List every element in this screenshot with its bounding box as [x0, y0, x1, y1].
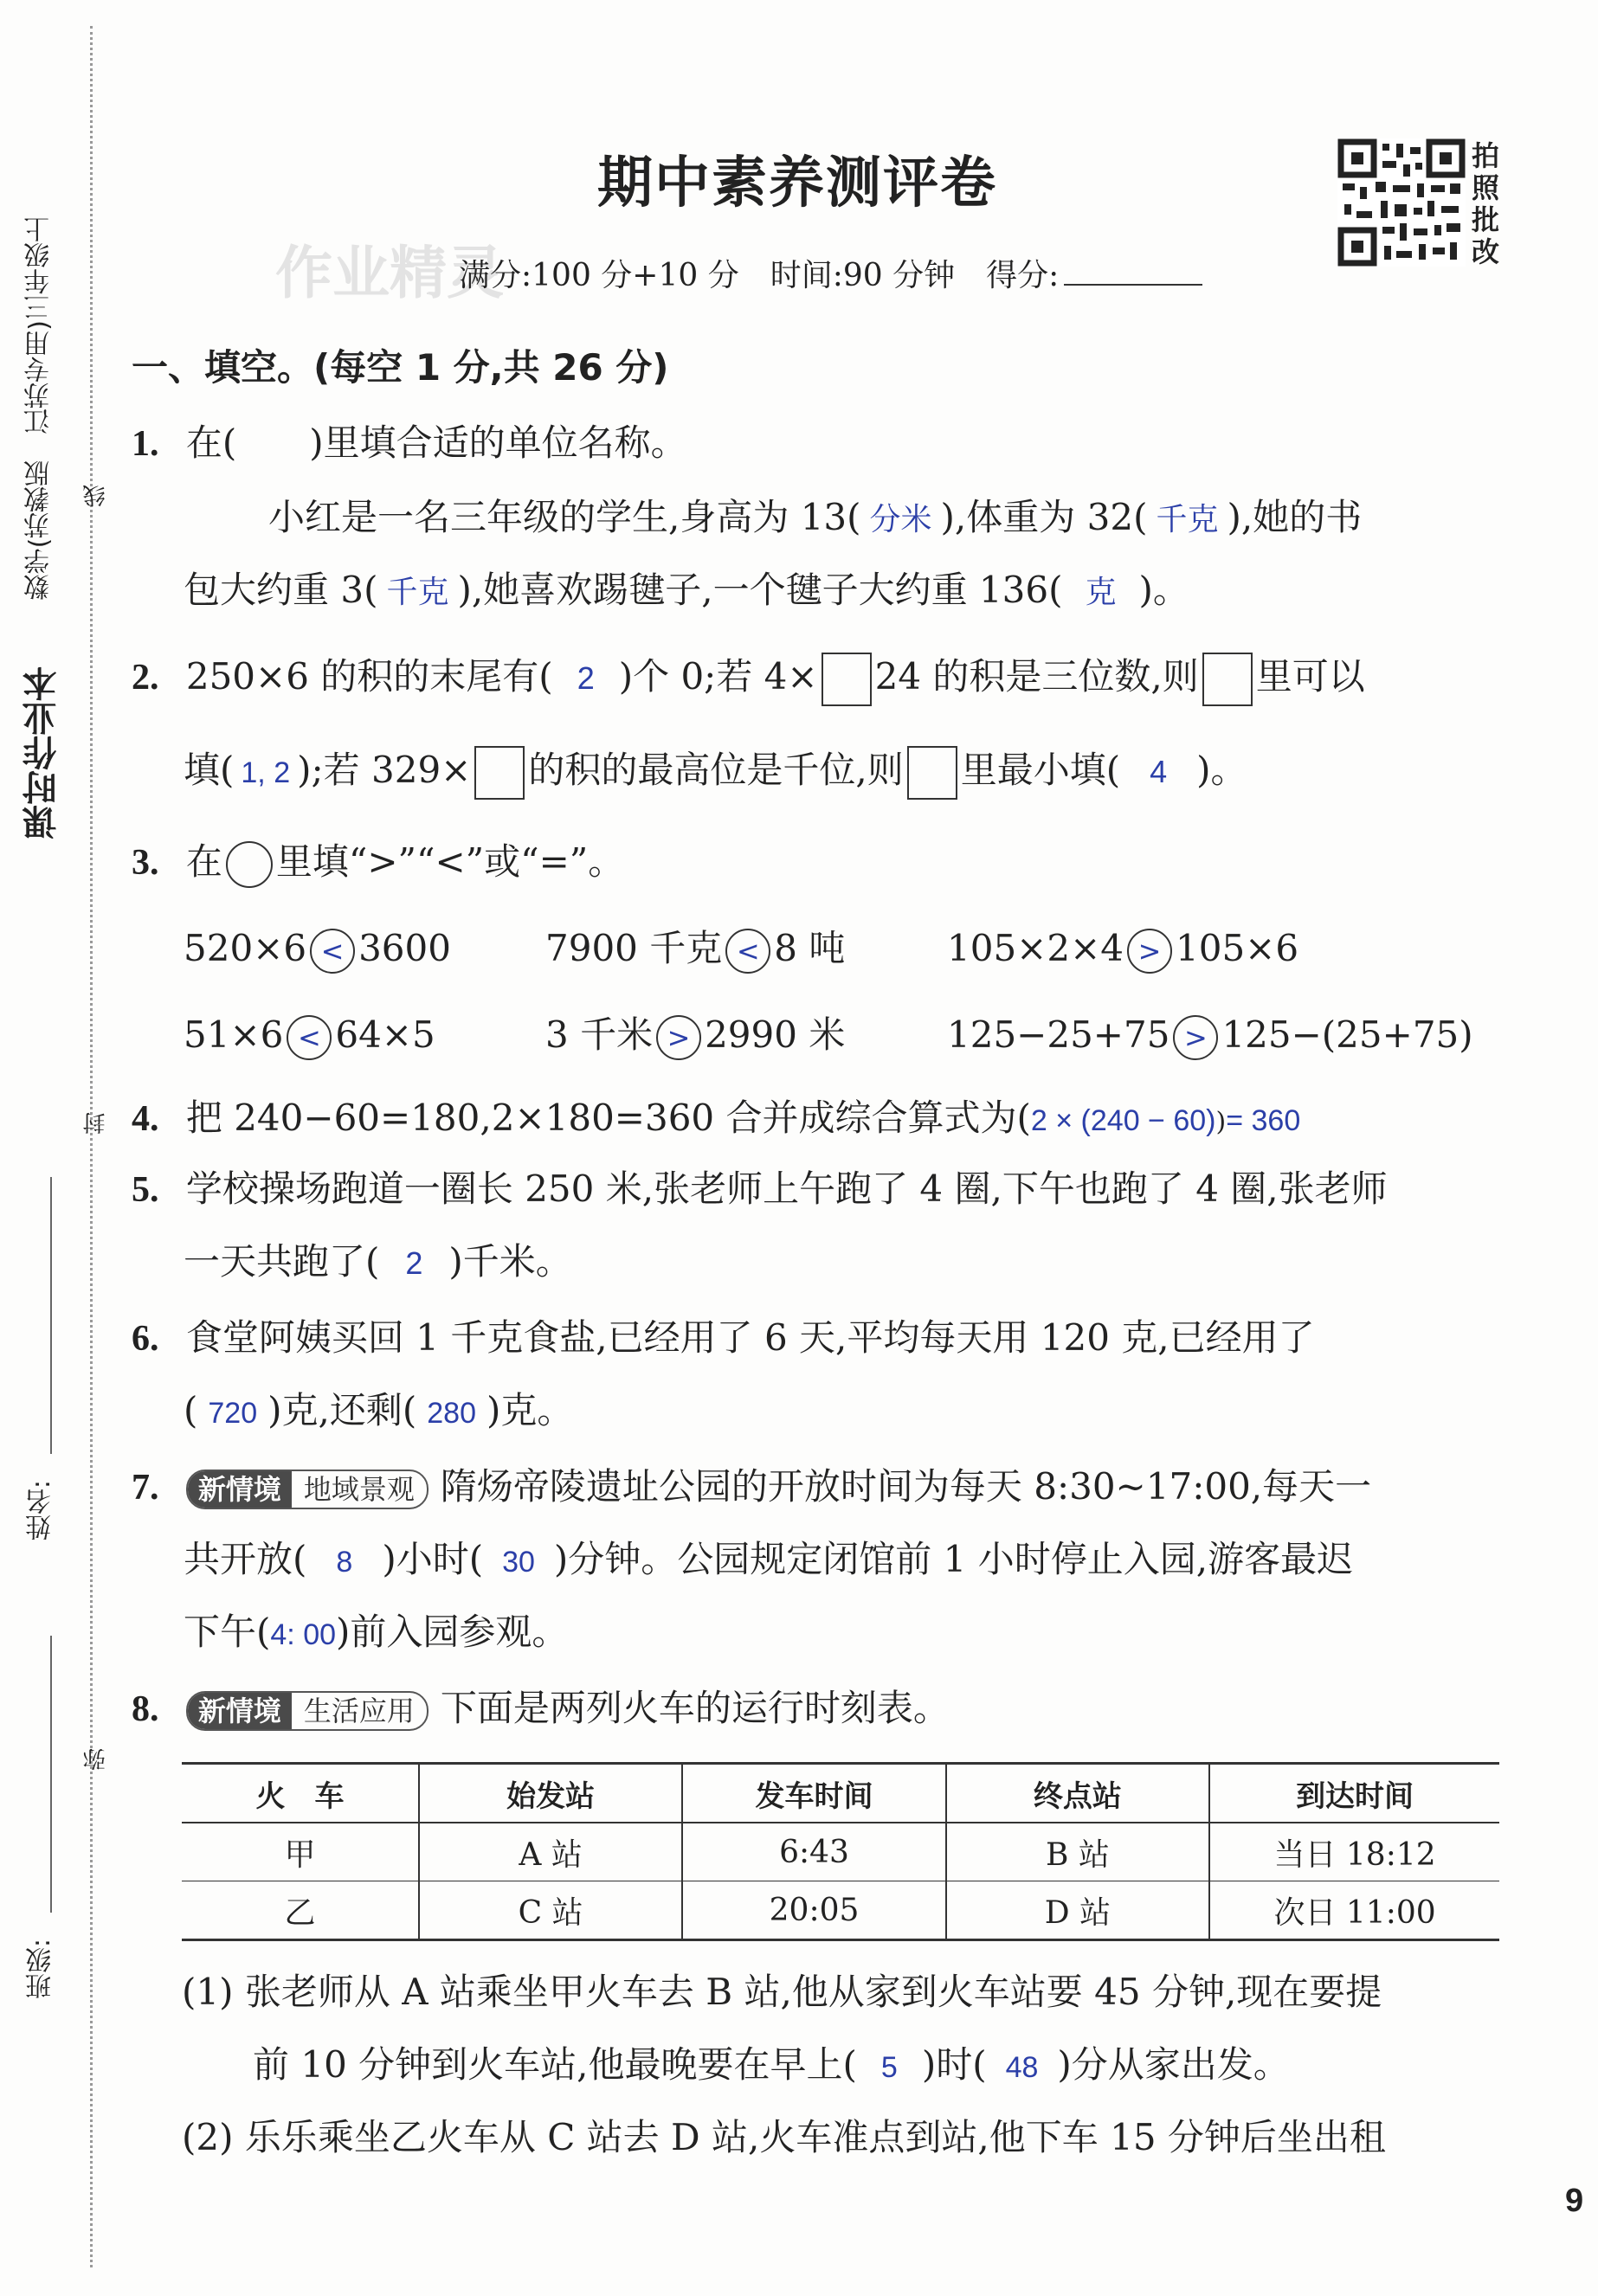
q3-r2c1: [184, 1009, 435, 1061]
q2-line1: [132, 651, 1365, 706]
q2-text3: 24 的积是三位数,则: [874, 655, 1199, 698]
q5-text2: 一天共跑了(: [184, 1240, 380, 1283]
q7-text5: 下午(: [184, 1611, 271, 1653]
th-terminal: 终点站: [946, 1765, 1209, 1823]
q6-text2: (: [184, 1389, 198, 1431]
q3-r1c3-right: 105×6: [1176, 927, 1299, 969]
table-row: [182, 1881, 1499, 1939]
q3-circle: [226, 841, 273, 888]
score-info-text: 满分:100 分+10 分 时间:90 分钟 得分:: [459, 258, 1060, 293]
q8-text1: 下面是两列火车的运行时刻表。: [440, 1687, 950, 1729]
q4-close-paren: ): [1215, 1107, 1227, 1137]
book-title: 课时作业本: [23, 666, 62, 839]
q7-tag-topic: 地域景观: [303, 1473, 415, 1506]
q7-tag-new: 新情境: [188, 1471, 292, 1508]
q1-answer2: 千克: [1156, 501, 1219, 537]
q1-text1: 小红是一名三年级的学生,身高为 13(: [268, 496, 861, 538]
watermark: 作业精灵: [275, 240, 504, 306]
q4-answer2: = 360: [1226, 1104, 1301, 1137]
q8-sub1-text4: )分从家出发。: [1057, 2043, 1290, 2086]
q2-box2: [1202, 653, 1253, 706]
q3-r2c3: [947, 1009, 1473, 1061]
q1-line2: [184, 564, 1189, 618]
q2-line2: [184, 744, 1247, 800]
q3-r2c3-sign: >: [1173, 1015, 1218, 1060]
q7-text6: )前入园参观。: [336, 1611, 569, 1653]
q3-r1c3-left: 105×2×4: [947, 927, 1124, 969]
q1-text3: ),她的书: [1227, 496, 1363, 538]
q8-tag-topic: 生活应用: [303, 1695, 415, 1727]
book-subject: 数学(苏教版 江苏专用)三年级上: [24, 216, 55, 601]
table-row: [182, 1823, 1499, 1881]
q3-r1c1-sign: <: [310, 929, 355, 974]
q4-number: 4.: [132, 1099, 159, 1139]
q2-box3: [474, 746, 525, 800]
q8-sub1-answer1: 5: [880, 2051, 898, 2084]
q1-text2: ),体重为 32(: [940, 496, 1148, 538]
cell: B 站: [946, 1823, 1209, 1881]
q5-text3: )千米。: [448, 1240, 572, 1283]
q8-number: 8.: [132, 1689, 159, 1729]
q3-r1c3: [947, 923, 1298, 974]
cell: 6:43: [682, 1823, 945, 1881]
q1-prompt: [132, 417, 687, 470]
q8-line1: [132, 1682, 950, 1735]
q3-r2c1-left: 51×6: [184, 1013, 284, 1056]
cell: 当日 18:12: [1209, 1823, 1499, 1881]
class-field[interactable]: [50, 1636, 52, 1913]
q8-tag-new: 新情境: [188, 1693, 292, 1729]
q2-box1: [822, 653, 872, 706]
q2-text7: 的积的最高位是千位,则: [528, 749, 904, 791]
q8-sub1-line1: (1) 张老师从 A 站乘坐甲火车去 B 站,他从家到火车站要 45 分钟,现在要提: [182, 1971, 1382, 2013]
section-heading: 一、填空。(每空 1 分,共 26 分): [132, 346, 669, 389]
q5-text1: 学校操场跑道一圈长 250 米,张老师上午跑了 4 圈,下午也跑了 4 圈,张老师: [185, 1167, 1388, 1210]
q6-answer2: 280: [427, 1397, 476, 1430]
q2-box4: [907, 746, 957, 800]
qr-code-icon[interactable]: [1337, 138, 1466, 267]
q3-prompt: [132, 836, 624, 889]
q5-answer1: 2: [405, 1245, 423, 1281]
name-label: 姓名:: [26, 1480, 56, 1541]
q7-line2: [184, 1534, 1353, 1588]
q1-number: 1.: [132, 424, 159, 464]
class-label: 班级:: [26, 1939, 56, 2000]
timetable: [182, 1762, 1499, 1941]
cell: 乙: [284, 1894, 316, 1931]
qr-label: 拍照批改: [1472, 139, 1500, 268]
th-train: 火 车: [182, 1765, 419, 1823]
th-depart: 发车时间: [682, 1765, 945, 1823]
q2-answer1: 2: [577, 660, 595, 696]
q2-text4: 里可以: [1255, 655, 1365, 698]
q8-sub1-answer2: 48: [1005, 2051, 1039, 2084]
q2-text2: )个 0;若 4×: [618, 655, 818, 698]
page-number: 9: [1565, 2183, 1584, 2219]
score-info: [459, 251, 1202, 295]
seal-label: 封: [83, 1112, 109, 1135]
q7-line1: [132, 1461, 1371, 1514]
q3-r2c2-sign: >: [656, 1015, 701, 1060]
timetable-header: [182, 1765, 1499, 1823]
q3-r1c3-sign: >: [1127, 929, 1172, 974]
name-field[interactable]: [50, 1177, 52, 1454]
q8-sub1-line2: [253, 2039, 1290, 2093]
q4-line: [132, 1092, 1300, 1148]
q3-r2c3-right: 125−(25+75): [1221, 1013, 1473, 1056]
q3-r2c3-left: 125−25+75: [947, 1013, 1170, 1056]
cell: D 站: [946, 1881, 1209, 1939]
q2-text8: 里最小填(: [960, 749, 1121, 791]
q5-number: 5.: [132, 1170, 159, 1210]
cell: C 站: [419, 1881, 682, 1939]
q4-text1: 把 240−60=180,2×180=360 合并成综合算式为(: [185, 1097, 1031, 1139]
th-origin: 始发站: [419, 1765, 682, 1823]
q3-r2c1-right: 64×5: [335, 1013, 435, 1056]
q7-line3: [184, 1606, 568, 1661]
th-arrive: 到达时间: [1209, 1765, 1499, 1823]
q3-text2: 里填“>”“<”或“=”。: [275, 840, 625, 883]
q2-number: 2.: [132, 658, 159, 698]
q7-text3: )小时(: [382, 1538, 484, 1580]
q1-answer1: 分米: [869, 501, 932, 537]
q6-text3: )克,还剩(: [267, 1389, 417, 1431]
cell: A 站: [419, 1823, 682, 1881]
q3-r1c2-left: 7900 千克: [545, 927, 723, 969]
q3-number: 3.: [132, 843, 159, 883]
q8-sub2-line1: (2) 乐乐乘坐乙火车从 C 站去 D 站,火车准点到站,他下车 15 分钟后坐出租: [182, 2116, 1386, 2158]
q8-context-tag: [186, 1691, 428, 1731]
page-title: 期中素养测评卷: [597, 151, 997, 215]
cut-line-label: 线: [83, 485, 109, 507]
q3-r1c1-right: 3600: [358, 927, 451, 969]
q7-answer1: 8: [336, 1546, 353, 1579]
q1-text4: 包大约重 3(: [184, 569, 378, 611]
q7-text2: 共开放(: [184, 1538, 307, 1580]
q8-sub1-text2: 前 10 分钟到火车站,他最晚要在早上(: [253, 2043, 857, 2086]
q1-answer3: 千克: [386, 574, 449, 609]
q6-answer1: 720: [208, 1397, 258, 1430]
q2-text9: )。: [1196, 749, 1247, 791]
q3-r2c2-left: 3 千米: [545, 1013, 654, 1056]
q7-number: 7.: [132, 1468, 159, 1508]
q3-r2c2-right: 2990 米: [705, 1013, 846, 1056]
binding-dotted-line: [90, 26, 93, 2267]
q5-line1: [132, 1163, 1388, 1216]
q3-r1c2: [545, 923, 845, 974]
q2-answer2: 1, 2: [241, 756, 291, 789]
q2-text1: 250×6 的积的末尾有(: [185, 655, 553, 698]
q7-answer3: 4: 00: [270, 1618, 337, 1651]
q7-text1: 隋炀帝陵遗址公园的开放时间为每天 8:30~17:00,每天一: [440, 1465, 1372, 1508]
q1-line1: [268, 492, 1362, 545]
q3-r1c2-sign: <: [725, 929, 770, 974]
cell: 20:05: [682, 1881, 945, 1939]
q2-answer3: 4: [1150, 754, 1168, 789]
q6-text4: )克。: [486, 1389, 574, 1431]
q7-context-tag: [186, 1470, 428, 1509]
cell: 甲: [182, 1823, 419, 1881]
q6-line2: [184, 1385, 573, 1439]
q2-text5: 填(: [184, 749, 235, 791]
q7-text4: )分钟。公园规定闭馆前 1 小时停止入园,游客最迟: [553, 1538, 1354, 1580]
q1-text5: ),她喜欢踢毽子,一个毽子大约重 136(: [457, 569, 1063, 611]
q6-text1: 食堂阿姨买回 1 千克食盐,已经用了 6 天,平均每天用 120 克,已经用了: [185, 1316, 1315, 1359]
q1-answer4: 克: [1085, 574, 1117, 609]
q3-r2c2: [545, 1009, 845, 1061]
secret-label: 弥: [83, 1748, 109, 1771]
q3-r1c1-left: 520×6: [184, 927, 307, 969]
q3-r1c1: [184, 923, 451, 974]
q1-text6: )。: [1138, 569, 1189, 611]
score-blank[interactable]: [1064, 284, 1202, 286]
q8-sub1-text3: )时(: [921, 2043, 987, 2086]
q2-text6: );若 329×: [297, 749, 472, 791]
q3-r1c2-right: 8 吨: [774, 927, 846, 969]
q7-answer2: 30: [502, 1546, 535, 1579]
cell: 次日 11:00: [1209, 1881, 1499, 1939]
q6-line1: [132, 1312, 1315, 1365]
q3-r2c1-sign: <: [287, 1015, 332, 1060]
q4-answer1: 2 × (240 − 60): [1030, 1104, 1216, 1137]
q1-prompt-text: 在( )里填合适的单位名称。: [185, 421, 687, 464]
q6-number: 6.: [132, 1319, 159, 1359]
q5-line2: [184, 1236, 572, 1289]
q3-text1: 在: [185, 840, 222, 883]
